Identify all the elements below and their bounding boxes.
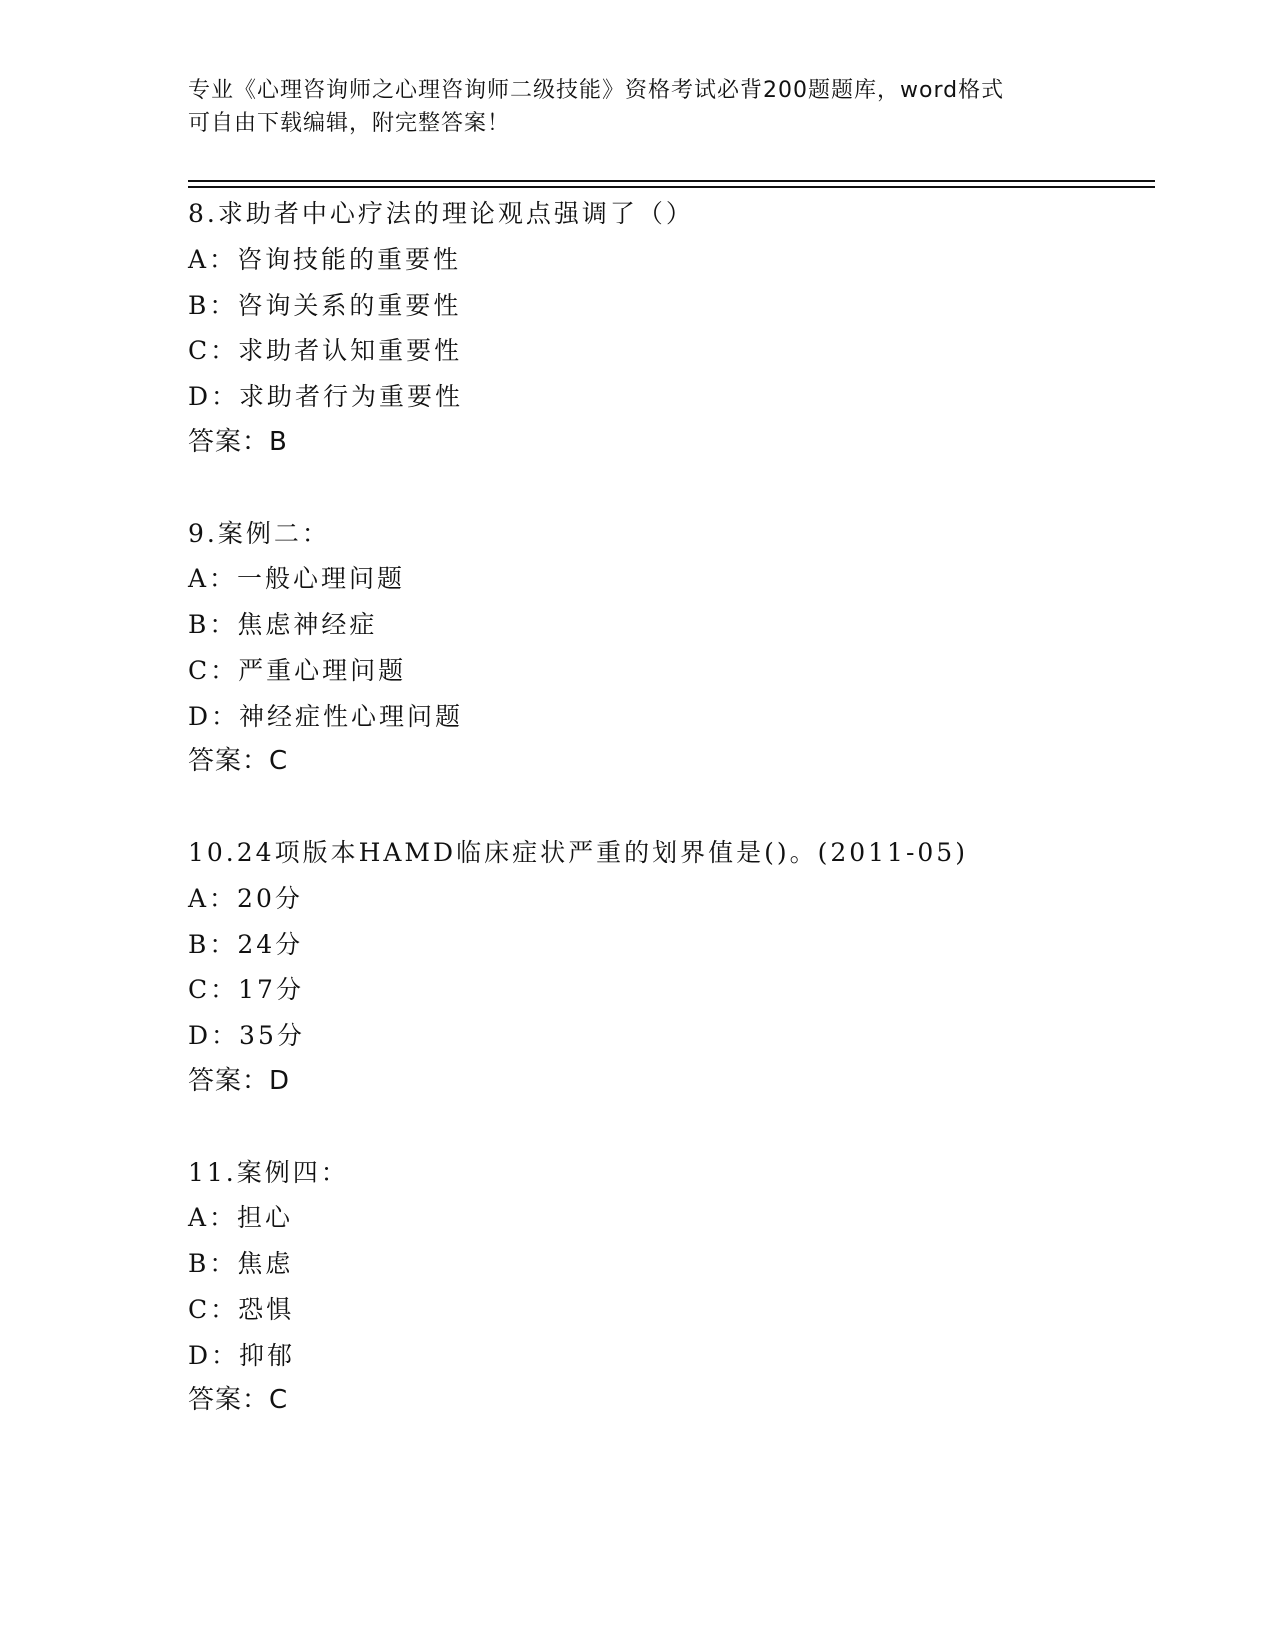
- option-a: A：担心: [188, 1203, 294, 1233]
- option-b: B：焦虑: [188, 1249, 294, 1278]
- question-stem: 11.案例四：: [188, 1157, 349, 1187]
- header-line-1: 专业《心理咨询师之心理咨询师二级技能》资格考试必背200题题库，word格式: [188, 78, 1005, 103]
- answer-line: 答案：C: [188, 746, 289, 777]
- answer-line: 答案：D: [188, 1065, 291, 1096]
- option-a: A：咨询技能的重要性: [188, 244, 462, 274]
- answer-line: 答案：B: [188, 426, 288, 457]
- option-b: B：焦虑神经症: [188, 610, 378, 639]
- option-a: A：一般心理问题: [188, 564, 406, 594]
- question-stem: 9.案例二：: [188, 518, 330, 548]
- option-c: C：求助者认知重要性: [188, 336, 463, 366]
- option-a: A：20分: [188, 883, 303, 913]
- question-stem: 10.24项版本HAMD临床症状严重的划界值是()。(2011-05): [188, 838, 968, 867]
- option-c: C：严重心理问题: [188, 655, 407, 685]
- document-header: [188, 74, 1088, 140]
- question-list: [188, 191, 1148, 1469]
- option-b: B：24分: [188, 929, 304, 959]
- header-divider-bottom: [188, 186, 1155, 188]
- question-10: [188, 830, 1148, 1105]
- question-11: [188, 1150, 1148, 1425]
- header-line-2: 可自由下载编辑，附完整答案！: [188, 111, 511, 136]
- option-d: D：求助者行为重要性: [188, 382, 464, 411]
- question-9: [188, 511, 1148, 786]
- option-d: D：神经症性心理问题: [188, 701, 464, 731]
- question-8: [188, 191, 1148, 466]
- option-b: B：咨询关系的重要性: [188, 290, 462, 320]
- option-c: C：17分: [188, 975, 304, 1005]
- option-d: D：35分: [188, 1021, 305, 1050]
- answer-line: 答案：C: [188, 1385, 289, 1416]
- question-stem: 8.求助者中心疗法的理论观点强调了（）: [188, 199, 694, 228]
- header-divider-top: [188, 180, 1155, 182]
- option-d: D：抑郁: [188, 1340, 296, 1370]
- option-c: C：恐惧: [188, 1294, 295, 1324]
